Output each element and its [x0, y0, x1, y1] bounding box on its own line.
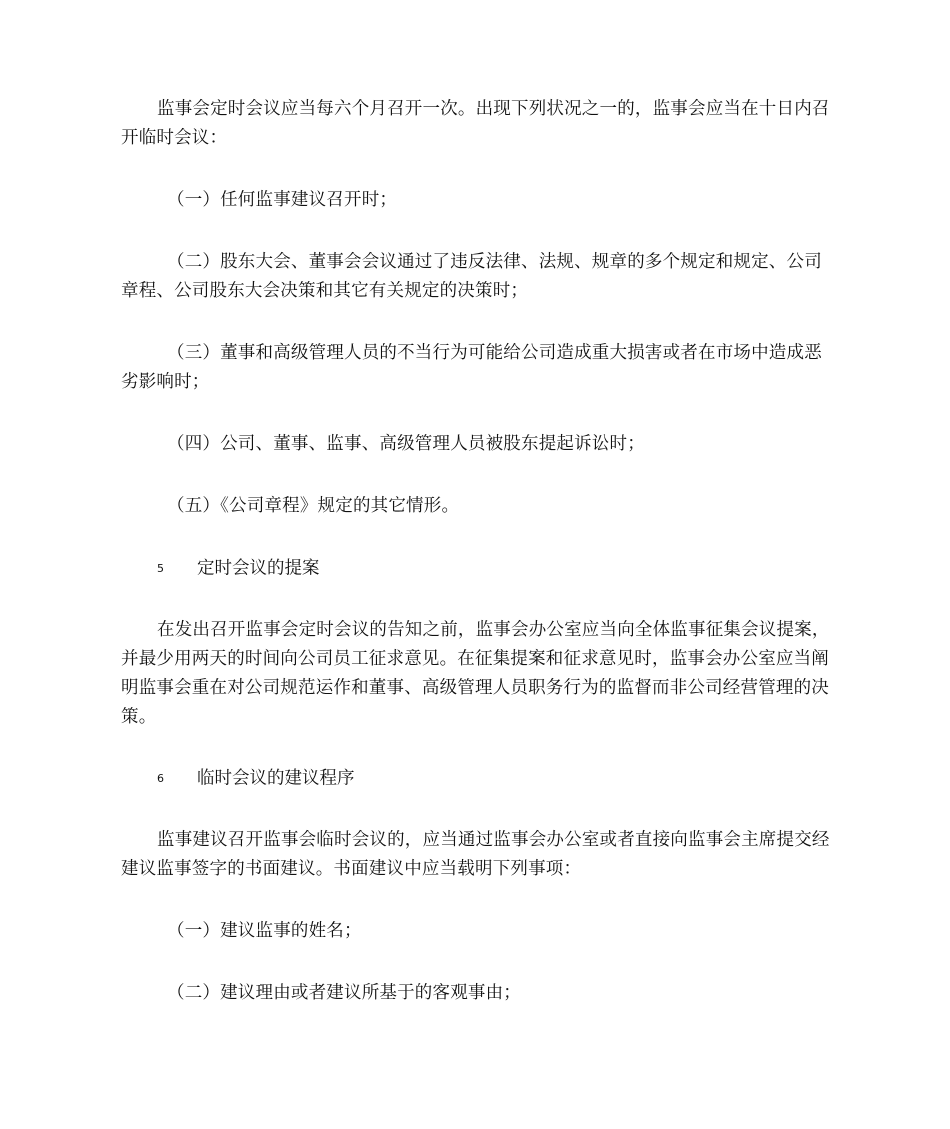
- paragraph-proposal: 在发出召开监事会定时会议的告知之前，监事会办公室应当向全体监事征集会议提案，并最少用两天的时间向公司员工征求意见。在征集提案和征求意见时，监事会办公室应当阐明监事会重在对公司规范运作和董事、高级管理人员职务行为的监督而非公司经营管理的决策。: [121, 620, 830, 727]
- paragraph-proposal-procedure: 监事建议召开监事会临时会议的，应当通过监事会办公室或者直接向监事会主席提交经建议监事签字的书面建议。书面建议中应当载明下列事项：: [121, 830, 830, 879]
- list-item: （四）公司、董事、监事、高级管理人员被股东提起诉讼时；: [167, 434, 645, 454]
- section-title: 临时会议的建议程序: [197, 768, 355, 789]
- list-item: （二）股东大会、董事会会议通过了违反法律、法规、规章的多个规定和规定、公司章程、公司股东大会决策和其它有关规定的决策时；: [121, 252, 822, 301]
- paragraph-meeting-frequency: 监事会定时会议应当每六个月召开一次。出现下列状况之一的，监事会应当在十日内召开临时会议：: [121, 99, 830, 148]
- section-heading-6: [157, 764, 355, 794]
- section-heading-5: [157, 554, 320, 584]
- section-number: 5: [157, 562, 164, 575]
- section-number: 6: [157, 772, 164, 785]
- list-item: （五）《公司章程》规定的其它情形。: [167, 496, 460, 516]
- section-title: 定时会议的提案: [197, 558, 320, 579]
- list-item: （一）建议监事的姓名；: [167, 921, 362, 941]
- list-item: （一）任何监事建议召开时；: [167, 190, 398, 210]
- list-item: （二）建议理由或者建议所基于的客观事由；: [167, 983, 521, 1003]
- list-item: （三）董事和高级管理人员的不当行为可能给公司造成重大损害或者在市场中造成恶劣影响时；: [121, 343, 822, 392]
